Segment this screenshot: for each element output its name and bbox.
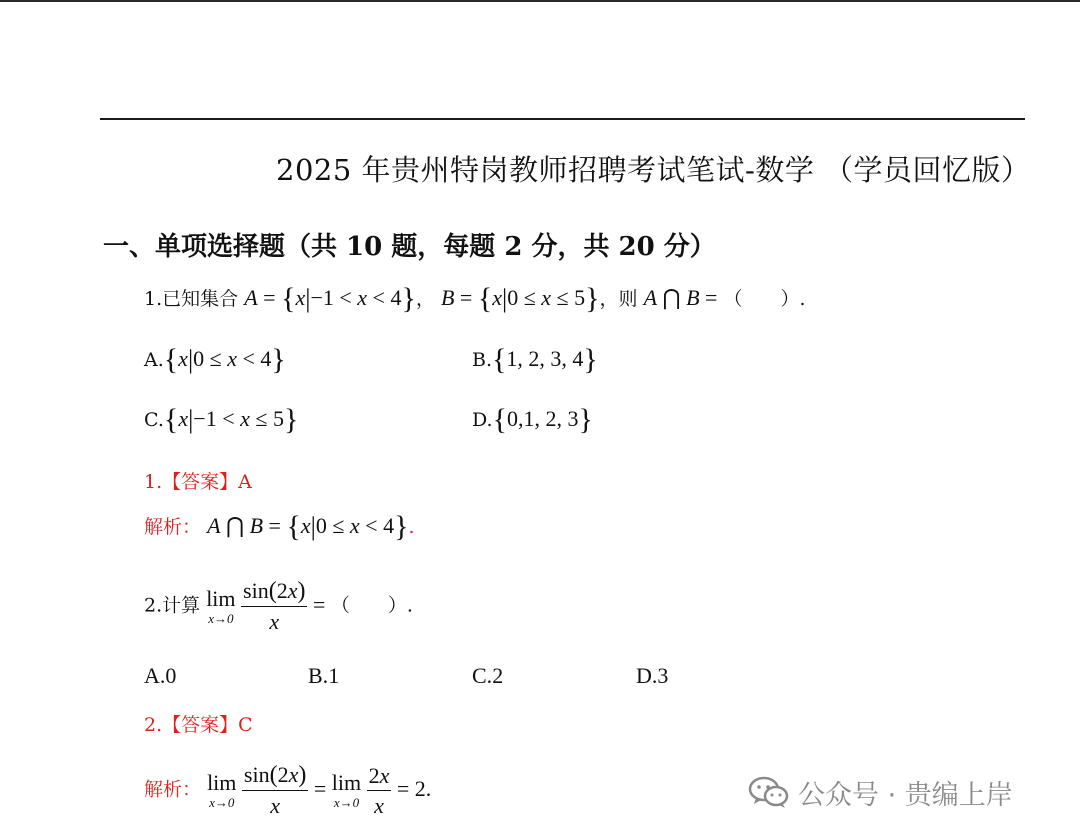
option-a-math: {x|0 ≤ x < 4}: [163, 343, 286, 376]
analysis-label: 解析：: [144, 516, 202, 538]
limit-expression: lim x→0 $\frac{\sin(2x)}{x}$ =: [206, 578, 331, 634]
question-1-analysis: [144, 510, 415, 544]
question-1-then: ，则: [599, 288, 638, 310]
option-label: D.: [636, 663, 658, 688]
question-1-option-b: B.{1, 2, 3, 4}: [472, 343, 598, 376]
question-1-stem: [144, 282, 806, 316]
section-heading: 一、单项选择题（共 10 题，每题 2 分，共 20 分）: [103, 232, 716, 262]
analysis-1-period: .: [408, 516, 415, 538]
option-d-text: 3: [657, 663, 669, 688]
question-1-option-c: [144, 403, 298, 437]
watermark-text: 公众号 · 贵编上岸: [798, 779, 1013, 811]
set-b-definition: B = {x|0 ≤ x ≤ 5}: [440, 282, 600, 315]
option-c-text: 2: [492, 663, 504, 688]
intersection-expression: A ⋂ B =: [643, 285, 718, 310]
header-rule: [100, 118, 1025, 120]
question-2-option-b: [308, 663, 339, 689]
analysis-label: 解析：: [144, 778, 202, 801]
option-label: A.: [144, 663, 166, 688]
analysis-2-math: lim x→0 $\frac{\sin(2x)}{x}$ = lim x→0 $\frac{2x}{x}$ = 2.: [207, 762, 432, 818]
wechat-icon: [748, 775, 790, 809]
limit-fraction: $\frac{\sin(2x)}{x}$: [243, 578, 306, 634]
question-2-answer: 2.【答案】C: [144, 714, 253, 736]
question-2-prefix: 2.计算: [144, 594, 201, 617]
top-edge-line: [0, 0, 1080, 2]
option-c-math: {x|−1 < x ≤ 5}: [163, 403, 299, 436]
question-1-blank: （ ）.: [723, 288, 806, 310]
option-label: C.: [144, 409, 164, 431]
set-a-definition: A = {x|−1 < x < 4}: [244, 282, 416, 315]
analysis-1-math: A ⋂ B = {x|0 ≤ x < 4}: [207, 510, 409, 543]
question-2-stem: [144, 578, 413, 635]
question-2-option-c: [472, 663, 503, 689]
option-label: B.: [308, 663, 329, 688]
limit-operator: lim x→0: [206, 586, 236, 626]
option-b-text: 1, 2, 3, 4: [506, 346, 584, 371]
question-1-answer: 1.【答案】A: [144, 471, 252, 493]
question-2-blank: （ ）.: [330, 594, 413, 617]
question-2-option-a: [144, 663, 176, 689]
question-2-option-d: [636, 663, 668, 689]
option-label: C.: [472, 663, 493, 688]
option-b-text: 1: [328, 663, 340, 688]
watermark: [748, 774, 1013, 810]
option-label: D.: [472, 409, 493, 431]
option-label: A.: [144, 349, 164, 371]
option-label: B.: [472, 349, 493, 371]
option-a-text: 0: [165, 663, 177, 688]
question-1-separator: ，: [415, 288, 435, 310]
option-d-text: 0,1, 2, 3: [507, 406, 579, 431]
question-1-option-d: D.{0,1, 2, 3}: [472, 403, 593, 436]
question-1-option-a: [144, 343, 286, 377]
document-title: 2025 年贵州特岗教师招聘考试笔试-数学 （学员回忆版）: [276, 153, 1031, 187]
question-2-analysis: [144, 762, 431, 819]
question-1-prefix: 1.已知集合: [144, 288, 239, 310]
